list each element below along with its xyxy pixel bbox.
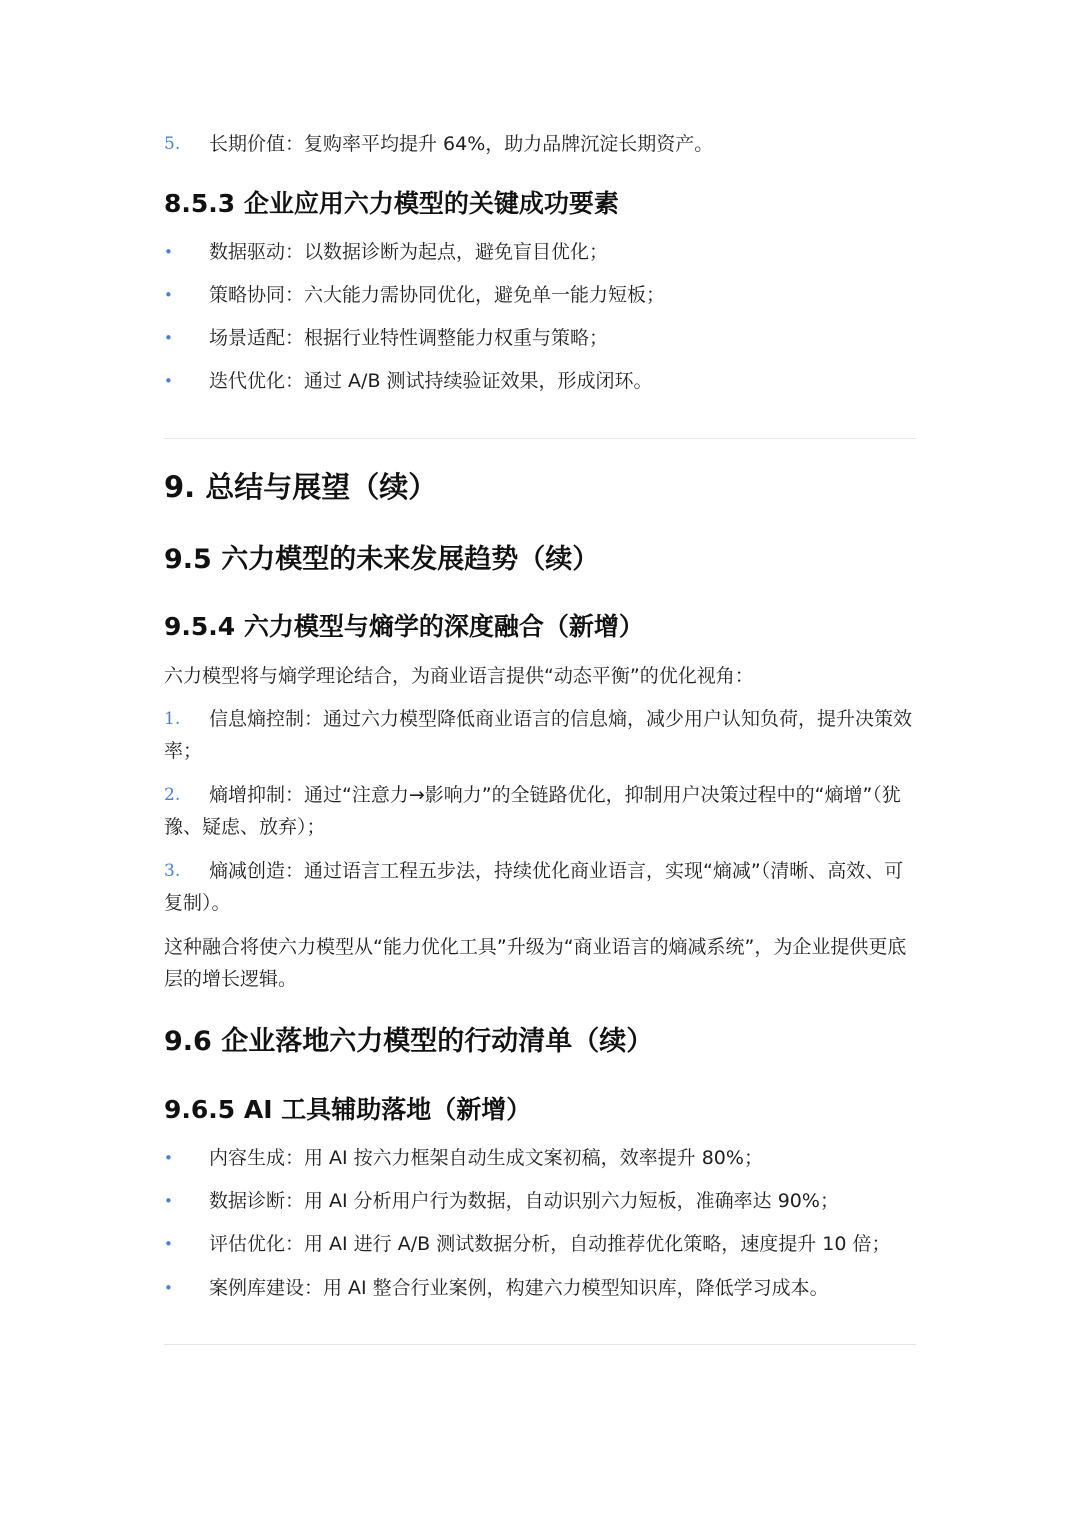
bullet-marker: • — [164, 372, 173, 390]
list-item-text: 场景适配：根据行业特性调整能力权重与策略； — [209, 327, 609, 349]
numbered-list-item — [164, 855, 916, 919]
bullet-marker: • — [164, 329, 173, 347]
bullet-list-item — [164, 1185, 916, 1217]
bullet-marker: • — [164, 1279, 173, 1297]
list-item-text: 迭代优化：通过 A/B 测试持续验证效果，形成闭环。 — [209, 370, 653, 392]
list-item-text: 数据驱动：以数据诊断为起点，避免盲目优化； — [209, 241, 609, 263]
bullet-list-item — [164, 322, 916, 354]
bullet-marker: • — [164, 243, 173, 261]
section-heading-8-5-3: 8.5.3 企业应用六力模型的关键成功要素 — [164, 189, 619, 218]
section-heading-9-6-5: 9.6.5 AI 工具辅助落地（新增） — [164, 1095, 532, 1124]
bullet-list-item — [164, 1272, 916, 1304]
list-marker: 5. — [164, 134, 181, 154]
bullet-list-item — [164, 1228, 916, 1260]
list-item-text: 数据诊断：用 AI 分析用户行为数据，自动识别六力短板，准确率达 90%； — [209, 1190, 839, 1212]
bullet-marker: • — [164, 286, 173, 304]
section-heading-9-5: 9.5 六力模型的未来发展趋势（续） — [164, 544, 600, 575]
list-item-text: 熵增抑制：通过“注意力→影响力”的全链路优化，抑制用户决策过程中的“熵增”（犹豫、疑虑、放弃）； — [164, 784, 901, 838]
bullet-list-item — [164, 1142, 916, 1174]
list-item-text: 评估优化：用 AI 进行 A/B 测试数据分析，自动推荐优化策略，速度提升 10 倍； — [209, 1233, 891, 1255]
bullet-marker: • — [164, 1235, 173, 1253]
list-item-text: 长期价值：复购率平均提升 64%，助力品牌沉淀长期资产。 — [209, 133, 714, 155]
list-item-text: 案例库建设：用 AI 整合行业案例，构建六力模型知识库，降低学习成本。 — [209, 1277, 829, 1299]
bullet-list-item — [164, 365, 916, 397]
bullet-list-item — [164, 236, 916, 268]
bullet-list-item — [164, 279, 916, 311]
list-marker: 1. — [164, 709, 181, 729]
list-marker: 3. — [164, 861, 181, 881]
bullet-marker: • — [164, 1192, 173, 1210]
section-heading-9-5-4: 9.5.4 六力模型与熵学的深度融合（新增） — [164, 612, 644, 641]
list-marker: 2. — [164, 785, 181, 805]
chapter-heading-9: 9. 总结与展望（续） — [164, 470, 438, 504]
numbered-list-item — [164, 128, 916, 160]
outro-paragraph: 这种融合将使六力模型从“能力优化工具”升级为“商业语言的熵减系统”，为企业提供更底层的增长逻辑。 — [164, 936, 907, 990]
list-item-text: 内容生成：用 AI 按六力框架自动生成文案初稿，效率提升 80%； — [209, 1147, 763, 1169]
list-item-text: 熵减创造：通过语言工程五步法，持续优化商业语言，实现“熵减”（清晰、高效、可复制）。 — [164, 860, 904, 914]
list-item-text: 策略协同：六大能力需协同优化，避免单一能力短板； — [209, 284, 666, 306]
section-heading-9-6: 9.6 企业落地六力模型的行动清单（续） — [164, 1026, 654, 1057]
numbered-list-item — [164, 703, 916, 767]
intro-paragraph: 六力模型将与熵学理论结合，为商业语言提供“动态平衡”的优化视角： — [164, 665, 754, 687]
list-item-text: 信息熵控制：通过六力模型降低商业语言的信息熵，减少用户认知负荷，提升决策效率； — [164, 708, 913, 762]
numbered-list-item — [164, 779, 916, 843]
section-divider — [164, 1344, 916, 1345]
bullet-marker: • — [164, 1149, 173, 1167]
section-divider — [164, 438, 916, 439]
